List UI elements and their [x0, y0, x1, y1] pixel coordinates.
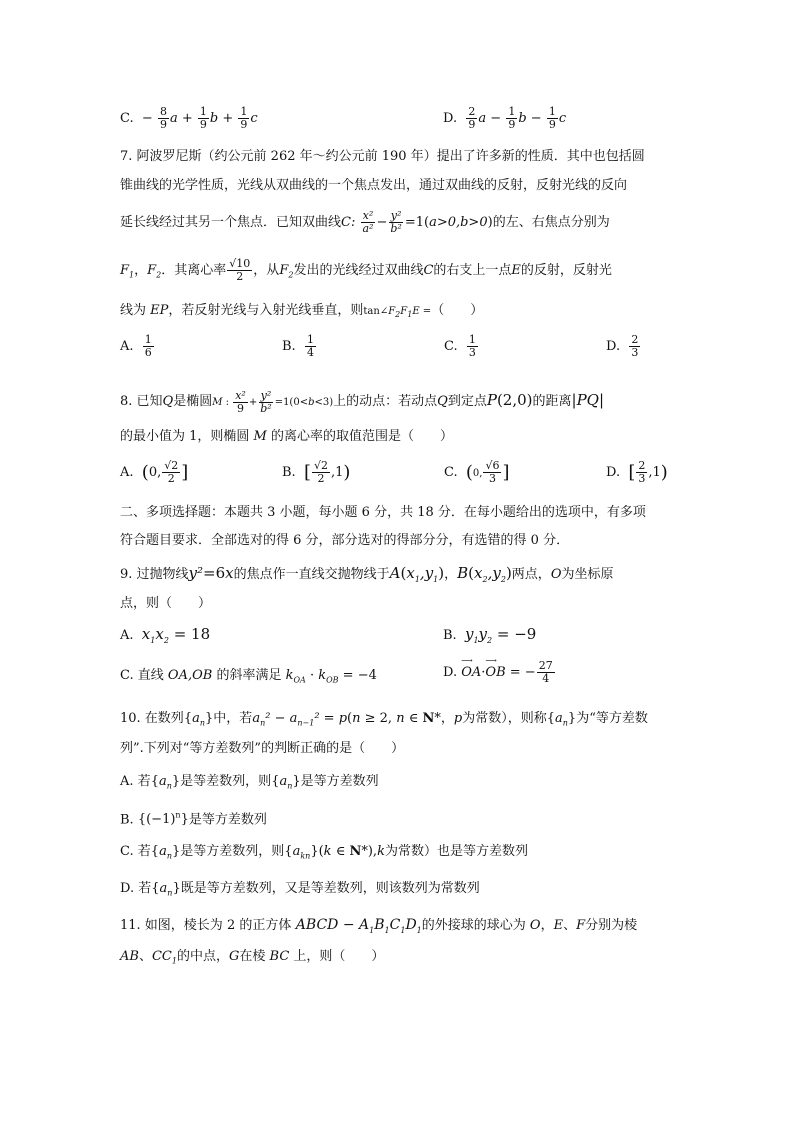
- fraction: $\frac{27}{4}$: [538, 659, 553, 685]
- text: 上，则（ ）: [293, 949, 385, 964]
- vector-b: b: [209, 111, 219, 126]
- denominator: 9: [240, 118, 248, 131]
- option-label: C.: [444, 339, 458, 354]
- q10-option-a: [120, 773, 379, 796]
- math: C: [423, 263, 434, 278]
- minus-sign: −: [530, 111, 542, 126]
- denominator: 9: [468, 118, 476, 131]
- text: 在棱: [239, 949, 266, 964]
- math: O: [525, 918, 541, 933]
- text: 中，若: [213, 711, 253, 726]
- option-label: B.: [282, 465, 296, 480]
- text: ．其离心率: [161, 263, 227, 278]
- option-label: B.: [443, 628, 457, 643]
- q7-option-a: [120, 334, 155, 359]
- text: （ ）: [431, 303, 484, 318]
- numerator: 1: [199, 105, 207, 118]
- math: $x_1x_2 = 18$: [141, 625, 211, 645]
- numerator: 8: [159, 105, 167, 118]
- fraction: [305, 334, 316, 359]
- fraction: [238, 106, 249, 131]
- math: $\{a_n\}$: [183, 711, 214, 728]
- text: 11. 如图，棱长为 2 的正方体: [120, 918, 292, 933]
- math: Q: [162, 394, 174, 409]
- option-label: A.: [120, 774, 134, 789]
- math: G: [228, 949, 240, 964]
- q9-line-1: 9. 过抛物线y²=6x的焦点作一直线交抛物线于$A(x_1,y_1)$，$B(x_2,y_2)$两点，O为坐标原: [120, 564, 614, 584]
- math: Q: [437, 394, 448, 409]
- denominator: 9: [508, 118, 516, 131]
- text: 是等方差数列: [188, 812, 267, 828]
- text: 若: [138, 881, 152, 896]
- math: EP: [146, 303, 169, 318]
- fraction: [466, 106, 477, 131]
- text: 的焦点作一直线交抛物线于: [233, 567, 390, 582]
- numerator: 1: [548, 105, 556, 118]
- text: 线为: [120, 303, 147, 318]
- math: $y_1y_2 = -9$: [464, 625, 537, 645]
- text: 发出的光线经过双曲线: [293, 263, 424, 278]
- text: 到定点: [447, 394, 487, 409]
- ellipse-equation: M : $\frac{\text{x²}}{9}$ + $\frac{\text{y²}}{\text{b²}}$ =1(0<b<3): [212, 389, 334, 415]
- text: 为常数）也是等方差数列: [384, 844, 528, 859]
- option-label: D.: [443, 111, 458, 126]
- q7-option-b: [282, 334, 317, 359]
- vector-b: b: [518, 111, 527, 126]
- text: 的离心率的取值范围是（ ）: [270, 429, 453, 444]
- text: 的最小值为 1，则椭圆: [120, 429, 250, 444]
- q10-option-d: [120, 880, 480, 903]
- q9-line-2: 点，则（ ）: [120, 596, 212, 611]
- option-label: C.: [120, 844, 134, 859]
- text: 是等方差数列: [300, 774, 379, 789]
- plus-sign: +: [222, 111, 234, 126]
- text: 上的动点：若动点: [333, 394, 438, 409]
- plus-sign: +: [181, 111, 193, 126]
- parabola-equation: y²=6x: [188, 564, 234, 582]
- denominator: 9: [199, 118, 207, 131]
- math: $\{a_n\}$: [150, 774, 181, 791]
- option-label: A.: [120, 628, 134, 643]
- minus-sign: −: [490, 111, 502, 126]
- text: 为坐标原: [561, 567, 614, 582]
- q7-option-c: [444, 334, 479, 359]
- numerator: 1: [144, 333, 152, 346]
- fraction: [467, 334, 478, 359]
- text: ，从: [253, 263, 280, 278]
- q10-option-b: [120, 807, 267, 829]
- eccentricity-value: $\frac{√10}{2}$: [229, 257, 251, 283]
- fraction: [629, 334, 640, 359]
- text: 为常数），则称: [462, 711, 547, 726]
- numerator: 2: [631, 333, 639, 346]
- text: 的左、右焦点分别为: [492, 215, 610, 230]
- text: ，若反射光线与入射光线垂直，则: [168, 303, 364, 318]
- foci: $F_1$，$F_2$: [120, 263, 162, 280]
- math: $\{a_n\}$: [151, 881, 181, 898]
- numerator: 1: [508, 105, 516, 118]
- math: $\{a_n\}$: [150, 844, 181, 861]
- numerator: 2: [468, 105, 476, 118]
- q7-line-1: 7. 阿波罗尼斯（约公元前 262 年～约公元前 190 年）提出了许多新的性质．其中也包括圆: [120, 149, 645, 164]
- dot-product: OA ⟶ ·OB ⟶ = −: [461, 656, 536, 680]
- definition-formula: $a_n^2 - a_{n-1}^2 = p(n \ge 2$, n ∈ N*，p: [252, 711, 463, 728]
- math: $\{(-1)^n\}$: [137, 811, 189, 828]
- text: 分别为棱: [585, 918, 638, 933]
- numerator: 1: [240, 105, 248, 118]
- text: 9. 过抛物线: [120, 567, 189, 582]
- vector-a: a: [478, 111, 487, 126]
- q8-option-c: C. (0, $\frac{√6}{3}$ ]: [444, 459, 510, 485]
- math: $k_{OA} \cdot k_{OB} = -4$: [281, 668, 377, 685]
- text: 的反射，反射光: [520, 263, 612, 278]
- vector-a: a: [169, 111, 178, 126]
- math: M: [249, 429, 271, 444]
- q7-line-4: [120, 258, 612, 285]
- q11-line-1: [120, 916, 637, 940]
- q6-option-c: [120, 106, 258, 131]
- math: $F_2$: [279, 263, 294, 280]
- q9-option-c: [120, 664, 377, 685]
- text: 8. 已知: [120, 394, 163, 409]
- math: $\tan\angle F_2F_1E$ =: [363, 306, 432, 319]
- q9-option-a: [120, 625, 210, 645]
- numerator: 1: [306, 333, 314, 346]
- option-label: D.: [120, 881, 135, 896]
- option-label: D.: [443, 665, 458, 680]
- math: OA,OB: [163, 668, 217, 683]
- text: 的斜率满足: [216, 668, 282, 683]
- section-2-line-2: 符合题目要求．全部选对的得 6 分，部分选对的得部分分，有选错的得 0 分．: [120, 533, 570, 548]
- point-p: P(2,0): [486, 391, 533, 409]
- q6-option-d: [443, 106, 566, 131]
- math: $\{a_{kn}\}(k$ ∈ N*),k: [284, 844, 385, 861]
- math: BC: [265, 949, 294, 964]
- text: 是等差数列，则: [180, 774, 272, 789]
- q9-option-d: [443, 656, 556, 685]
- option-label: C.: [444, 465, 458, 480]
- numerator: 1: [468, 333, 476, 346]
- q7-line-5: [120, 302, 483, 324]
- text: 两点，: [511, 567, 551, 582]
- q10-line-2: 列”.下列对“等方差数列”的判断正确的是（ ）: [120, 741, 405, 756]
- option-label: A.: [120, 339, 134, 354]
- math: O: [550, 567, 562, 582]
- q11-line-2: [120, 948, 384, 971]
- denominator: 3: [631, 346, 639, 359]
- option-label: B.: [282, 339, 296, 354]
- q8-option-a: A. (0, $\frac{√2}{2}$ ]: [120, 459, 189, 485]
- text: ，: [540, 918, 554, 933]
- minus-sign: −: [141, 111, 153, 126]
- option-label: B.: [120, 812, 134, 828]
- denominator: 3: [468, 346, 476, 359]
- q7-line-3: [120, 210, 610, 235]
- fraction: [158, 106, 169, 131]
- hyperbola-equation: C: $\frac{\text{x²}}{\text{a²}}$ − $\frac{\text{y²}}{\text{b²}}$ =1(a>0,b>0): [341, 209, 493, 235]
- text: 10. 在数列: [120, 711, 184, 726]
- text: 为“等方差数: [576, 711, 648, 726]
- q9-option-b: [443, 625, 536, 645]
- text: 若: [137, 774, 151, 789]
- option-label: A.: [120, 465, 134, 480]
- math: E: [511, 263, 521, 278]
- text: 直线: [137, 668, 164, 683]
- cube-name: ABCD − $A_1B_1C_1D_1$: [291, 917, 422, 935]
- text: 的距离: [532, 394, 572, 409]
- denominator: 4: [306, 346, 314, 359]
- option-label: C.: [120, 111, 134, 126]
- denominator: 9: [548, 118, 556, 131]
- fraction: [143, 334, 154, 359]
- q7-line-2: 锥曲线的光学性质，光线从双曲线的一个焦点发出，通过双曲线的反射，反射光线的反向: [120, 178, 628, 193]
- q10-option-c: [120, 843, 528, 866]
- vector-c: c: [558, 111, 567, 126]
- q8-option-d: D. [ $\frac{2}{3}$ ,1): [606, 459, 668, 485]
- text: 既是等方差数列，又是等差数列，则该数列为常数列: [180, 881, 480, 896]
- fraction: [506, 106, 517, 131]
- text: 的中点，: [176, 949, 229, 964]
- q10-line-1: [120, 710, 648, 733]
- fraction: [198, 106, 209, 131]
- math: $\{a_n\}$: [271, 774, 301, 791]
- math: E、F: [553, 918, 586, 933]
- text: 延长线经过其另一个焦点．已知双曲线: [120, 215, 342, 230]
- option-label: D.: [606, 465, 621, 480]
- fraction: [547, 106, 558, 131]
- denominator: 6: [144, 346, 152, 359]
- q7-option-d: [606, 334, 641, 359]
- text: 若: [137, 844, 151, 859]
- text: 的外接球的球心为: [421, 918, 526, 933]
- q8-option-b: B. [ $\frac{√2}{2}$ ,1): [282, 459, 351, 485]
- q8-line-2: [120, 428, 453, 446]
- denominator: 9: [159, 118, 167, 131]
- text: 是等方差数列，则: [180, 844, 285, 859]
- math: AB、$CC_1$: [120, 949, 177, 966]
- vector-c: c: [250, 111, 258, 126]
- math: $\{a_n\}$: [546, 711, 577, 728]
- math: |PQ|: [571, 391, 605, 409]
- section-2-line-1: 二、多项选择题：本题共 3 小题，每小题 6 分，共 18 分．在每小题给出的选项中，有多项: [120, 505, 646, 520]
- text: 的右支上一点: [433, 263, 512, 278]
- q8-line-1: [120, 390, 604, 415]
- option-label: C.: [120, 668, 134, 683]
- point-b: $B(x_2,y_2)$: [457, 564, 512, 584]
- point-a: $A(x_1,y_1)$: [389, 564, 445, 584]
- option-label: D.: [606, 339, 621, 354]
- text: 是椭圆: [173, 394, 213, 409]
